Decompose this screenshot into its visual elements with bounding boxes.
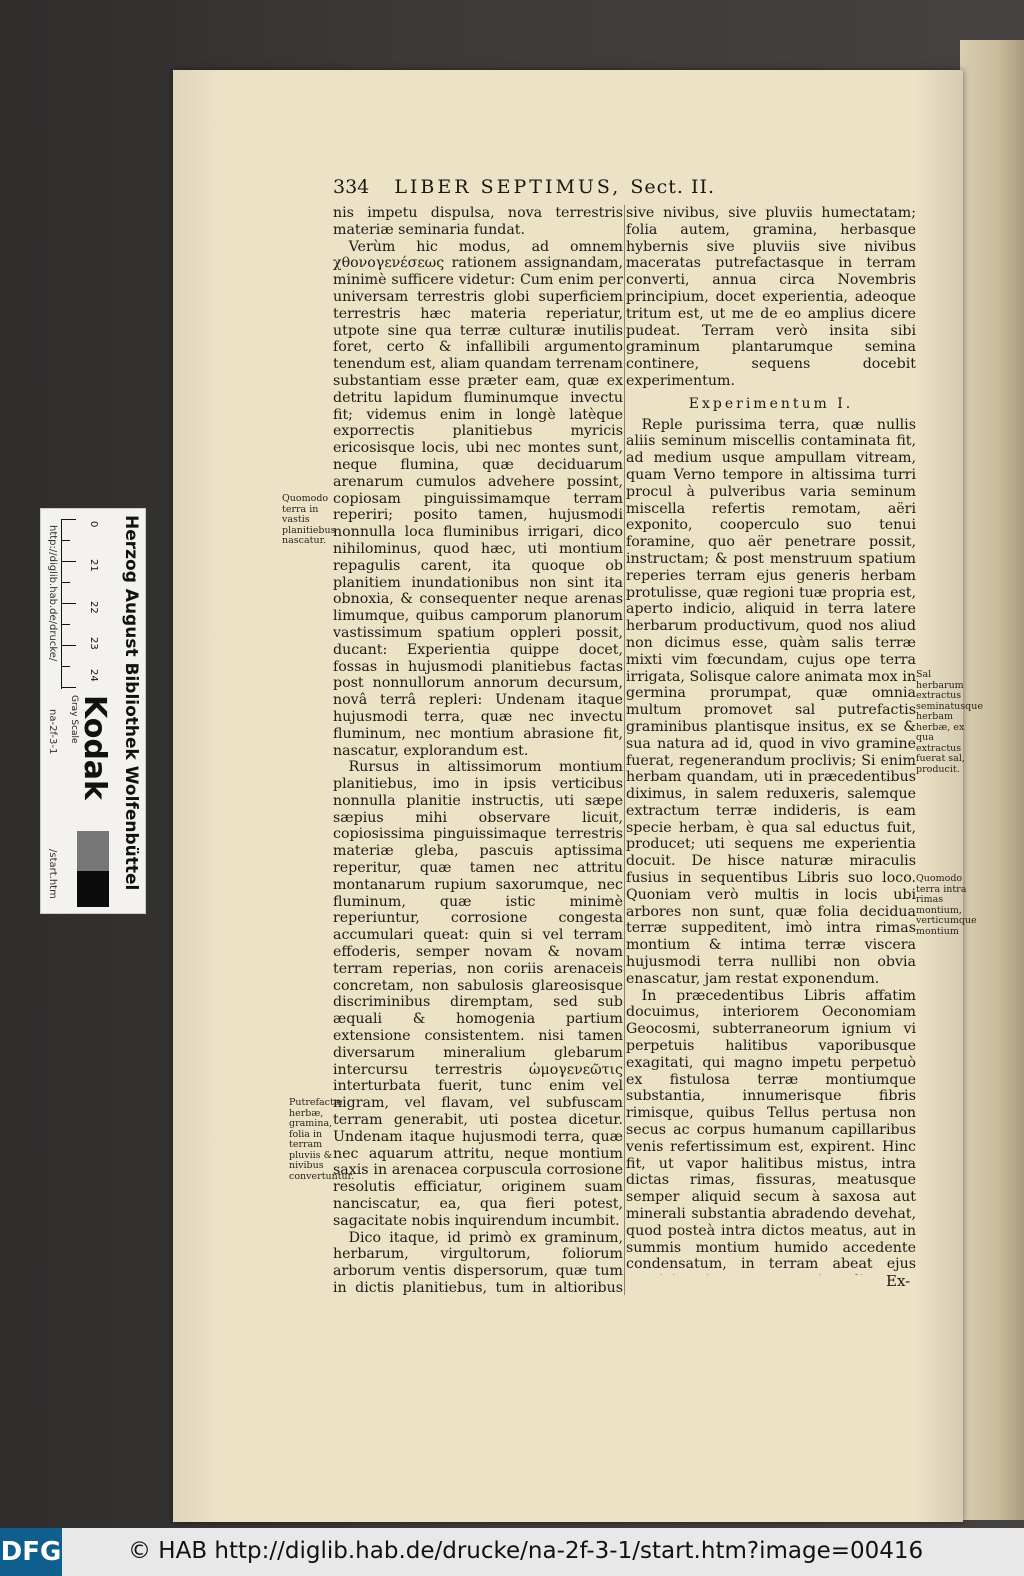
card-start: /start.htm xyxy=(47,849,58,899)
gray-scale-label: Gray Scale xyxy=(69,695,79,744)
card-signature: na-2f-3-1 xyxy=(47,709,58,755)
scale-number: 21 xyxy=(88,559,99,572)
column-divider xyxy=(624,205,625,1295)
experiment-heading: Experimentum I. xyxy=(688,395,854,412)
scale-number: 24 xyxy=(88,669,99,682)
running-title: LIBER SEPTIMUS, xyxy=(394,176,622,198)
margin-note: Putrefactæ herbæ, gramina, folia in terram pluviis & nivibus convertuntur. xyxy=(289,1097,355,1182)
running-header xyxy=(333,176,813,198)
facing-page-edge xyxy=(960,40,1024,1520)
paragraph: Verùm hic modus, ad omnem χθονογενέσεως rationem assignandam, minimè sufficere videtur: Cum enim per universam terrestris globi superficiem terrestris hæc materia reperiatur, utpote sine qua terræ culturæ inutilis foret, certo & infallibili argumento tenendum est, aliam quandam terrenam substantiam esse præter eam, quæ ex detritu lapidum fluminumque invectu fit; videmus enim in longè latèque exporrectis planitiebus myricis ericosisque locis, ubi nec montes sunt, neque flumina, quæ deciduarum arenarum cumulos advehere possint, copiosam pinguissimamque terram reperiri; posito tamen, hujusmodi nonnulla loca fluminibus irrigari, dico nihilominus, quod hæc, uti montium repagulis carent, ita quoque ob planitiem inundationibus non sint ita obnoxia, & consequenter neque arenas limumque, quibus camporum planorum vastissimum spatium oppleri possit, ducant: Experientia quippe docet, fossas in hujusmodi planitiebus factas post nonnullorum annorum decursum, novâ terrâ repleri: Undenam itaque hujusmodi terra, quæ nec invectu fluminum, nec montium abrasione fit, nascatur, explorandum est. xyxy=(333,238,623,759)
gray-patch-black xyxy=(77,871,109,907)
copyright-url: © HAB http://diglib.hab.de/drucke/na-2f-3-1/start.htm?image=00416 xyxy=(128,1538,924,1564)
margin-note: Quomodo terra intra rimas montium, verticumque montium xyxy=(916,873,977,937)
scale-number: 0 xyxy=(88,521,99,528)
gray-patch-mid xyxy=(77,831,109,871)
text-column-right xyxy=(626,205,916,1275)
section-label: Sect. II. xyxy=(630,176,716,198)
paragraph: In præcedentibus Libris affatim docuimus, interiorem Oeconomiam Geocosmi, subterraneorum ignium vi perpetuis halitibus vaporibusque exagitati, qui magno impetu perpetuò ex fistulosa terræ montiumque substantia, innumerisque fibris rimisque, quibus Tellus pertusa non secus ac corpus humanum capillaribus venis refertissimum est, expirent. Hinc fit, ut vapor halitibus mistus, intra dictas rimas, fissuras, meatusque semper aliquid secum à saxosa aut minerali substantia abradendo devehat, quod posteà intra dictos meatus, aut in summis montium humido accedente condensatum, in terram abeat ejus xyxy=(626,987,916,1273)
color-target-card xyxy=(40,508,146,914)
library-name: Herzog August Bibliothek Wolfenbüttel xyxy=(121,515,141,891)
measurement-scale xyxy=(61,519,106,689)
dfg-logo: DFG xyxy=(0,1528,62,1576)
scale-number: 23 xyxy=(88,637,99,650)
margin-note: Sal herbarum extractus seminatusque herbam herbæ, ex qua extractus fuerat sal, producit. xyxy=(916,669,983,775)
paragraph: sive nivibus, sive pluviis humectatam; folia autem, gramina, herbasque hybernis sive pluviis sive nivibus maceratas putrefactasque in terram converti, annua circa Novembris principium, docet experientia, adeoque tritum est, ut me de eo amplius dicere pudeat. Terram verò insita sibi graminum plantarumque semina continere, sequens docebit experimentum. xyxy=(626,205,916,389)
kodak-logo: Kodak xyxy=(77,695,112,800)
paragraph: nis impetu dispulsa, nova terrestris materiæ seminaria fundat. xyxy=(333,205,623,238)
card-url: http://diglib.hab.de/drucke/ xyxy=(47,525,58,662)
paragraph: Reple purissima terra, quæ nullis aliis seminum miscellis contaminata fit, ad medium usque ampullam vitream, quam Verno tempore in altissima turri procul à pulveribus varia seminum miscella refertis remotam, aëri exponito, cooperculo suo tenui foramine, quo aër penetrare possit, instructam; & post menstruum spatium reperies terram ejus generis herbam protulisse, quæ regioni tuæ propria est, aperto indicio, aliquid in terra latere herbarum productivum, quod nos aliud non dicimus esse, quàm salis terræ mixti vim fœcundam, cujus ope terra irrigata, Solisque calore animata mox in germina prorumpat, quæ omnia multum promovet sal putrefactis graminibus plantisque insitus, ex se & sua natura ad id, quod in vivo gramine fuerat, regenerandum proclivis; Si enim herbam quandam, uti in præcedentibus diximus, in salem reduxeris, salemque extractum terræ indideris, is eam specie herbam, è qua sal eductus fuit, producet; uti sequens me experientia docuit. De hisce naturæ miraculis fusius in sequentibus Libris suo loco. Quoniam verò multis in locis ubi arbores non sunt, quæ folia decidua terræ suppeditent, imò intra rimas montium & intima terræ viscera hujusmodi terra nullibi non obvia enascatur, jam restat exponendum. xyxy=(626,416,916,987)
text-column-left xyxy=(333,205,623,1295)
paragraph: Rursus in altissimorum montium planitiebus, imo in ipsis verticibus nonnulla planitie instructis, uti sæpe sæpius mihi observare licuit, copiosissima pinguissimaque terrestris materiæ gleba, pascuis aptissima reperitur, quæ tamen nec attritu montanarum rupium saxorumque, nec fluminum, quæ istic minimè reperiuntur, corrosione congesta accumulari queat: quin si vel terram effoderis, semper novam & novam terram reperias, non coriis arenaceis concretam, non sabulosis glareosisque discriminibus diremptam, sed sub æquali & homogenia partium extensione consistentem. nisi tamen diversarum mineralium glebarum intercursu terrestris ὡμογενεῶτις interturbata fuerit, tunc enim vel nigram, vel flavam, vel subfuscam terram generabit, uti postea dicetur. Undenam itaque hujusmodi terra, quæ nec aquarum attritu, neque montium saxis in arenacea corpuscula corrosione resolutis efficiatur, originem suam nanciscatur, ea, qua fieri potest, sagacitate nobis inquirendum incumbit. xyxy=(333,759,623,1229)
scale-number: 22 xyxy=(88,601,99,614)
paragraph: Dico itaque, id primò ex graminum, herbarum, virgultorum, foliorum arborum ventis dispersorum, quæ tum in dictis planitiebus, tum in altioribus xyxy=(333,1229,623,1295)
catchword: Ex- xyxy=(886,1272,911,1290)
margin-note: Quomodo terra in vastis planitiebus nascatur. xyxy=(282,493,336,546)
page-number: 334 xyxy=(333,176,370,198)
